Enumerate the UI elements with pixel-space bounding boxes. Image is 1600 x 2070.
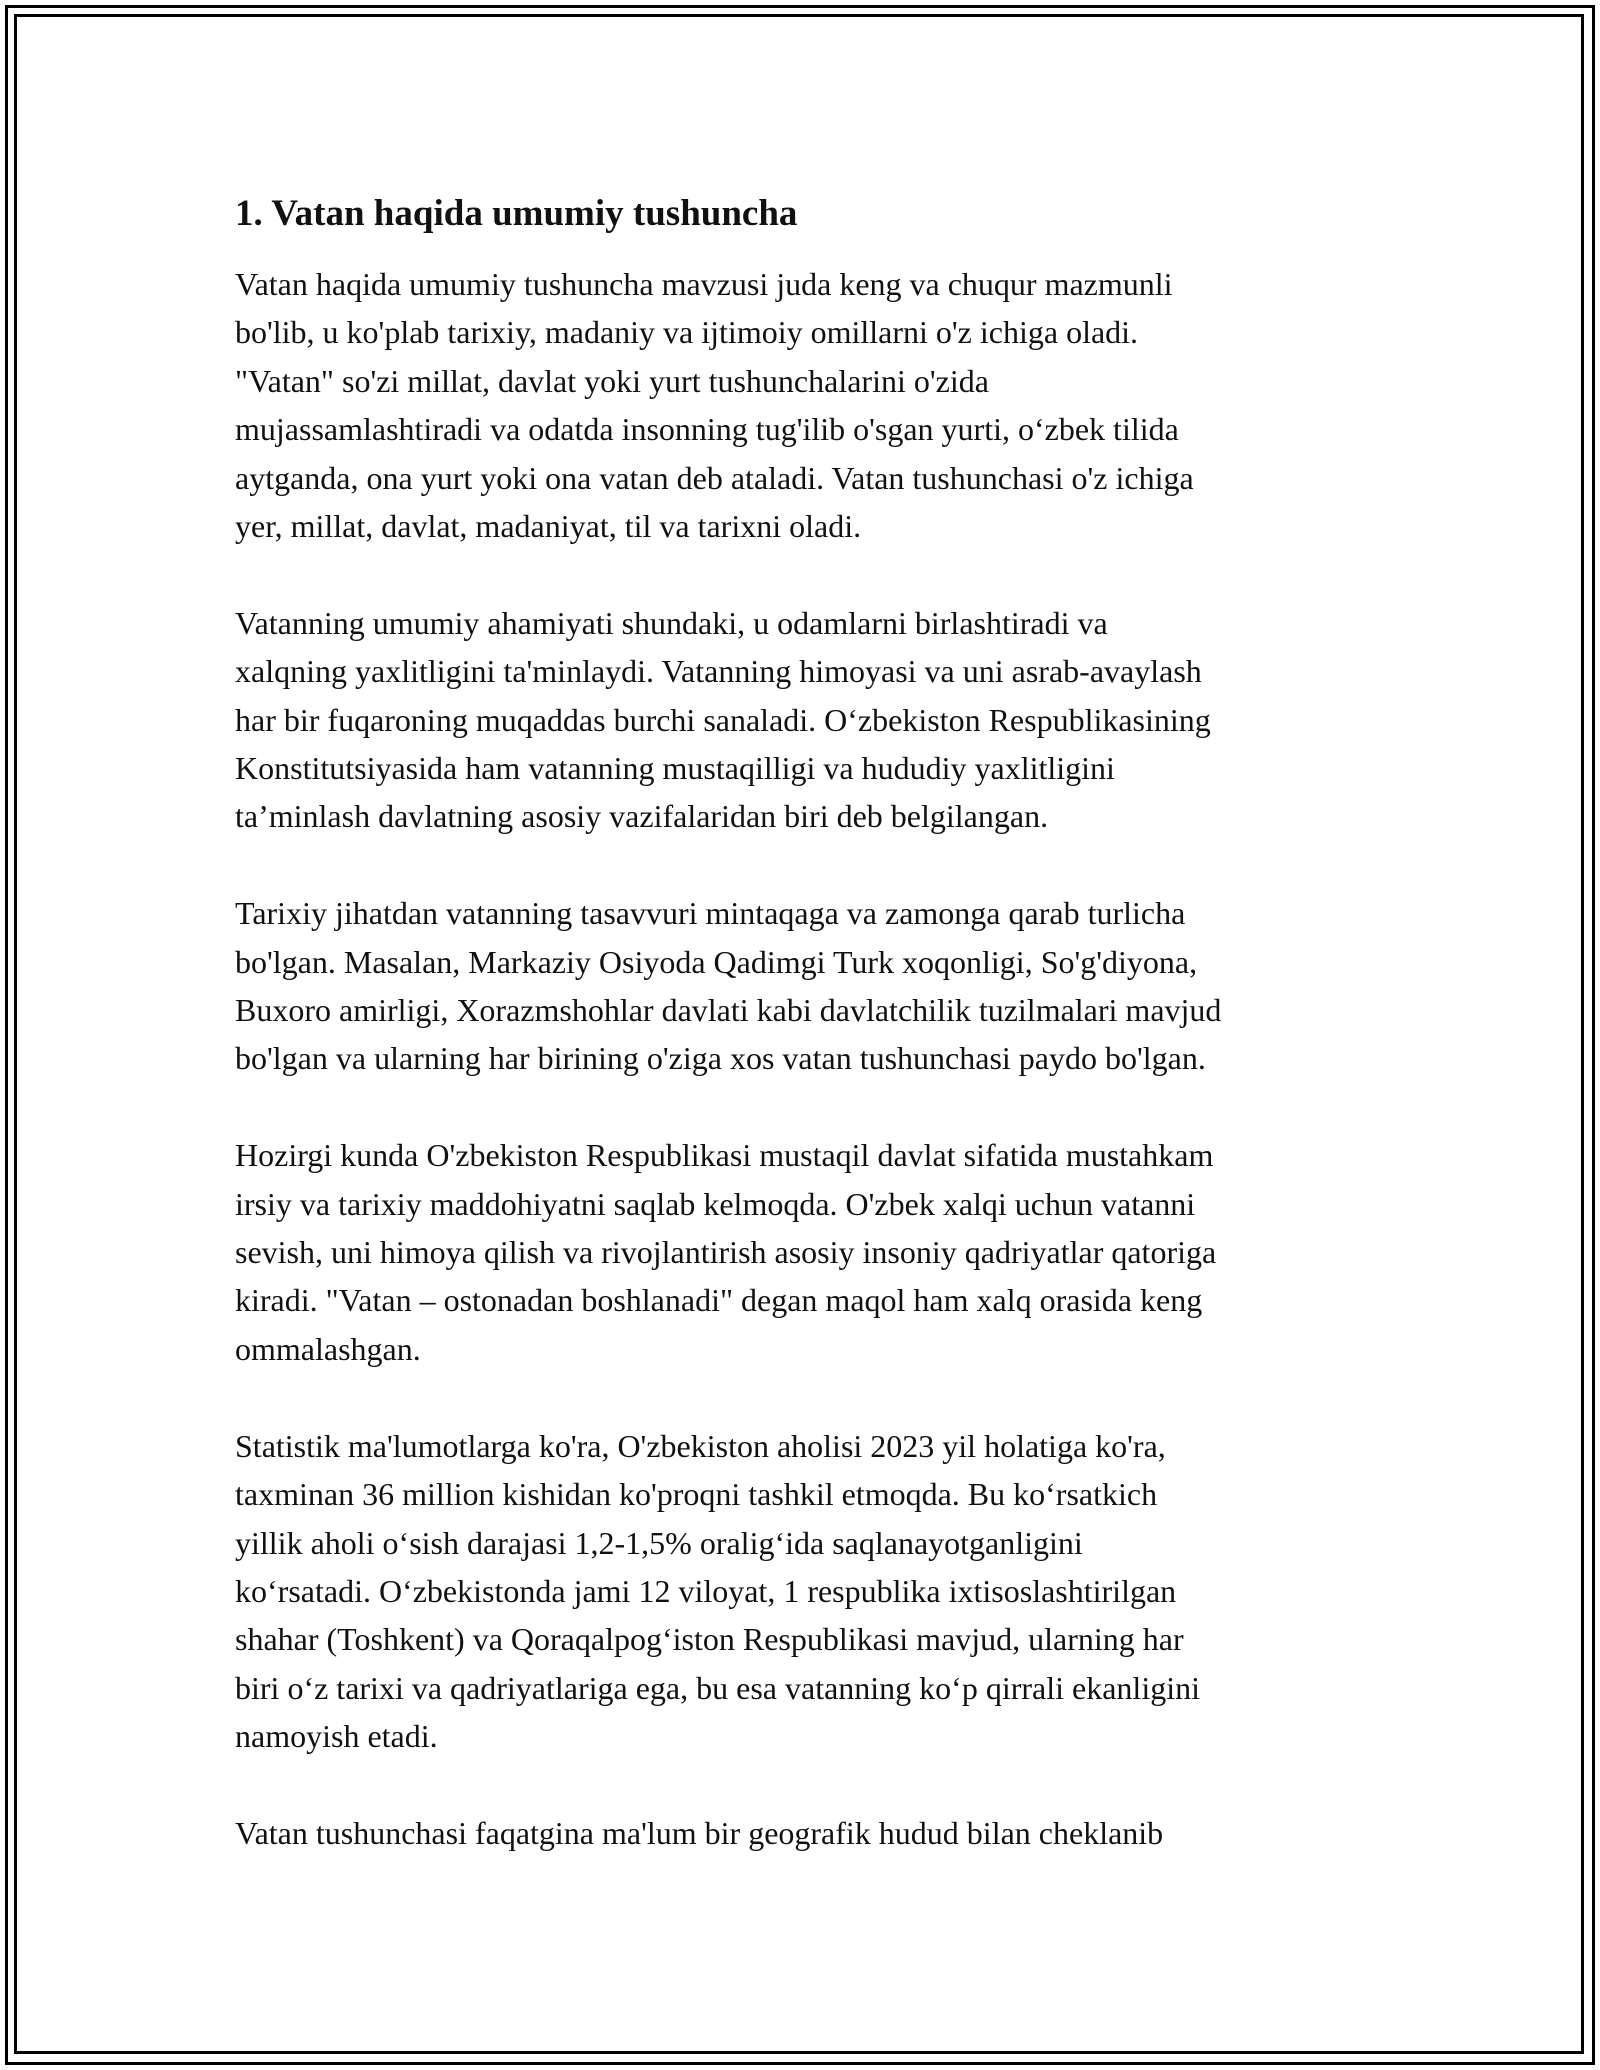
text-line: "Vatan" so'zi millat, davlat yoki yurt tushunchalarini o'zida (235, 362, 989, 399)
paragraph-2 (235, 599, 1385, 841)
text-line: bo'lgan va ularning har birining o'ziga xos vatan tushunchasi paydo bo'lgan. (235, 1040, 1206, 1077)
text-line: kiradi. "Vatan – ostonadan boshlanadi" degan maqol ham xalq orasida keng (235, 1282, 1203, 1319)
text-line: taxminan 36 million kishidan ko'proqni tashkil etmoqda. Bu koʻrsatkich (235, 1476, 1158, 1513)
paragraph-4 (235, 1131, 1385, 1373)
text-line: Vatan tushunchasi faqatgina ma'lum bir geografik hudud bilan cheklanib (235, 1814, 1164, 1851)
section-title: 1. Vatan haqida umumiy tushuncha (235, 193, 798, 234)
text-line: shahar (Toshkent) va Qoraqalpogʻiston Respublikasi mavjud, ularning har (235, 1621, 1184, 1658)
text-line: aytganda, ona yurt yoki ona vatan deb ataladi. Vatan tushunchasi o'z ichiga (235, 459, 1194, 496)
paragraph-1 (235, 260, 1385, 550)
text-line: ta’minlash davlatning asosiy vazifalaridan biri deb belgilangan. (235, 798, 1049, 835)
document-body (235, 190, 1385, 1857)
text-line: sevish, uni himoya qilish va rivojlantirish asosiy insoniy qadriyatlar qatoriga (235, 1234, 1217, 1271)
paragraph-3 (235, 889, 1385, 1083)
text-line: yillik aholi oʻsish darajasi 1,2-1,5% oraligʻida saqlanayotganligini (235, 1524, 1083, 1561)
text-line: har bir fuqaroning muqaddas burchi sanaladi. Oʻzbekiston Respublikasining (235, 701, 1211, 738)
text-line: Hozirgi kunda O'zbekiston Respublikasi mustaqil davlat sifatida mustahkam (235, 1137, 1214, 1174)
text-line: bo'lib, u ko'plab tarixiy, madaniy va ijtimoiy omillarni o'z ichiga oladi. (235, 314, 1139, 351)
text-line: mujassamlashtiradi va odatda insonning tug'ilib o'sgan yurti, oʻzbek tilida (235, 411, 1179, 448)
text-line: Buxoro amirligi, Xorazmshohlar davlati kabi davlatchilik tuzilmalari mavjud (235, 992, 1222, 1029)
text-line: ommalashgan. (235, 1330, 421, 1367)
paragraph-5 (235, 1422, 1385, 1761)
text-line: bo'lgan. Masalan, Markaziy Osiyoda Qadimgi Turk xoqonligi, So'g'diyona, (235, 943, 1198, 980)
text-line: irsiy va tarixiy maddohiyatni saqlab kelmoqda. O'zbek xalqi uchun vatanni (235, 1185, 1196, 1222)
text-line: Konstitutsiyasida ham vatanning mustaqilligi va hududiy yaxlitligini (235, 750, 1115, 787)
text-line: namoyish etadi. (235, 1718, 438, 1755)
paragraph-6 (235, 1809, 1385, 1857)
text-line: Tarixiy jihatdan vatanning tasavvuri mintaqaga va zamonga qarab turlicha (235, 895, 1186, 932)
text-line: Vatanning umumiy ahamiyati shundaki, u odamlarni birlashtiradi va (235, 604, 1108, 641)
text-line: Statistik ma'lumotlarga ko'ra, O'zbekiston aholisi 2023 yil holatiga ko'ra, (235, 1427, 1166, 1464)
text-line: koʻrsatadi. Oʻzbekistonda jami 12 viloyat, 1 respublika ixtisoslashtirilgan (235, 1572, 1177, 1609)
text-line: Vatan haqida umumiy tushuncha mavzusi juda keng va chuqur mazmunli (235, 266, 1173, 302)
text-line: yer, millat, davlat, madaniyat, til va tarixni oladi. (235, 508, 862, 545)
text-line: biri oʻz tarixi va qadriyatlariga ega, bu esa vatanning koʻp qirrali ekanligini (235, 1669, 1200, 1706)
text-line: xalqning yaxlitligini ta'minlaydi. Vatanning himoyasi va uni asrab-avaylash (235, 653, 1202, 690)
